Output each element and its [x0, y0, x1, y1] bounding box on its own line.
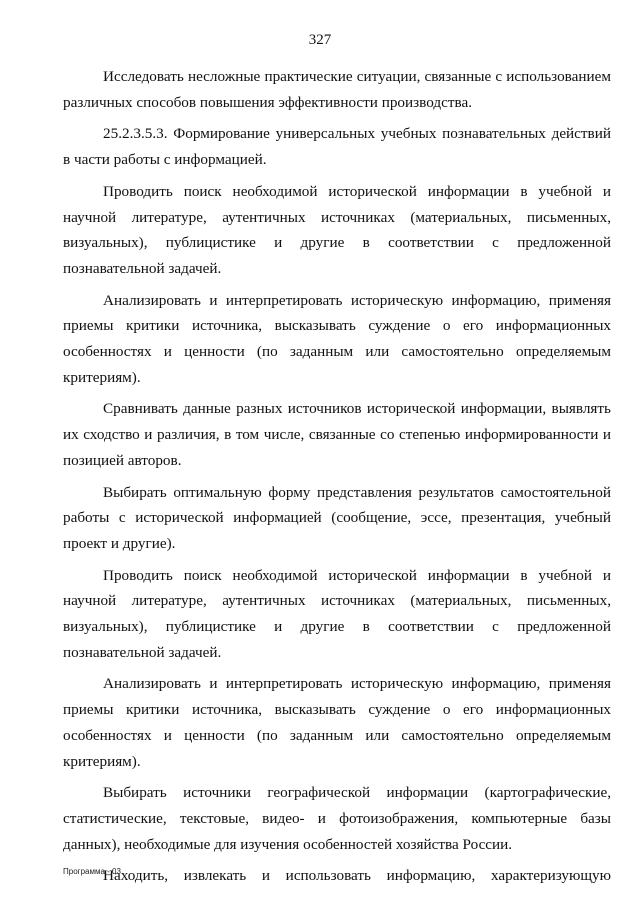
paragraph-6: Выбирать оптимальную форму представления результатов самостоятельной работы с исторической информацией (сообщение, эссе, презентация, учебный проект и другие). — [63, 483, 611, 552]
footer-label: Программа - 03 — [63, 867, 121, 876]
paragraph-1: Исследовать несложные практические ситуации, связанные с использованием различных способов повышения эффективности производства. — [63, 68, 611, 111]
paragraph-9: Выбирать источники географической информации (картографические, статистические, текстовые, видео- и фотоизображения, компьютерные базы данных), необходимые для изучения особенностей хозяйства России. — [63, 784, 611, 853]
paragraph-3: Проводить поиск необходимой исторической информации в учебной и научной литературе, аутентичных источниках (материальных, письменных, визуальных), публицистике и другие в соответствии с предложенной познавательной задачей. — [63, 182, 611, 277]
paragraph-4: Анализировать и интерпретировать историческую информацию, применяя приемы критики источника, высказывать суждение о его информационных особенностях и ценности (по заданным или самостоятельно определяемым критериям). — [63, 291, 611, 386]
paragraph-2: 25.2.3.5.3. Формирование универсальных учебных познавательных действий в части работы с информацией. — [63, 125, 611, 169]
paragraph-8: Анализировать и интерпретировать историческую информацию, применяя приемы критики источника, высказывать суждение о его информационных особенностях и ценности (по заданным или самостоятельно определяемым критериям). — [63, 675, 611, 770]
body-text — [63, 64, 611, 895]
paragraph-7: Проводить поиск необходимой исторической информации в учебной и научной литературе, аутентичных источниках (материальных, письменных, визуальных), публицистике и другие в соответствии с предложенной познавательной задачей. — [63, 566, 611, 661]
page-number: 327 — [308, 32, 332, 48]
paragraph-5: Сравнивать данные разных источников исторической информации, выявлять их сходство и различия, в том числе, связанные со степенью информированности и позицией авторов. — [63, 400, 611, 469]
paragraph-10: Находить, извлекать и использовать информацию, характеризующую — [103, 867, 611, 885]
